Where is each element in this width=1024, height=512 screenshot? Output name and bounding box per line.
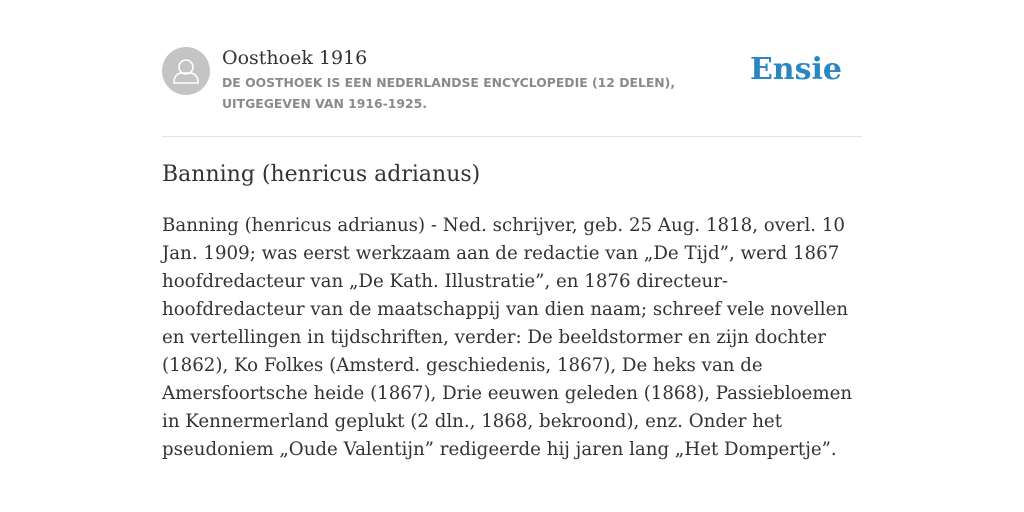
page-content	[162, 0, 862, 460]
article-title: Banning (henricus adrianus)	[162, 162, 481, 187]
source-name[interactable]: Oosthoek 1916	[222, 47, 368, 69]
article-body: Banning (henricus adrianus) - Ned. schrijver, geb. 25 Aug. 1818, overl. 10 Jan. 1909; was eerst werkzaam aan de redactie van „De Tijd”, werd 1867 hoofdredacteur van „De Kath. Illustratie”, en 1876 directeur-hoofdredacteur van de maatschappij van dien naam; schreef vele novellen en vertellingen in tijdschriften, verder: De beeldstormer en zijn dochter (1862), Ko Folkes (Amsterd. geschiedenis, 1867), De heks van de Amersfoortsche heide (1867), Drie eeuwen geleden (1868), Passiebloemen in Kennermerland geplukt (2 dln., 1868, bekroond), enz. Onder het pseudoniem „Oude Valentijn” redigeerde hij jaren lang „Het Dompertje”.	[162, 215, 853, 460]
source-description: DE OOSTHOEK IS EEN NEDERLANDSE ENCYCLOPEDIE (12 DELEN), UITGEGEVEN VAN 1916-1925.	[222, 75, 676, 111]
source-header	[162, 0, 862, 137]
user-icon	[162, 47, 210, 95]
brand-logo[interactable]: Ensie	[749, 52, 842, 87]
